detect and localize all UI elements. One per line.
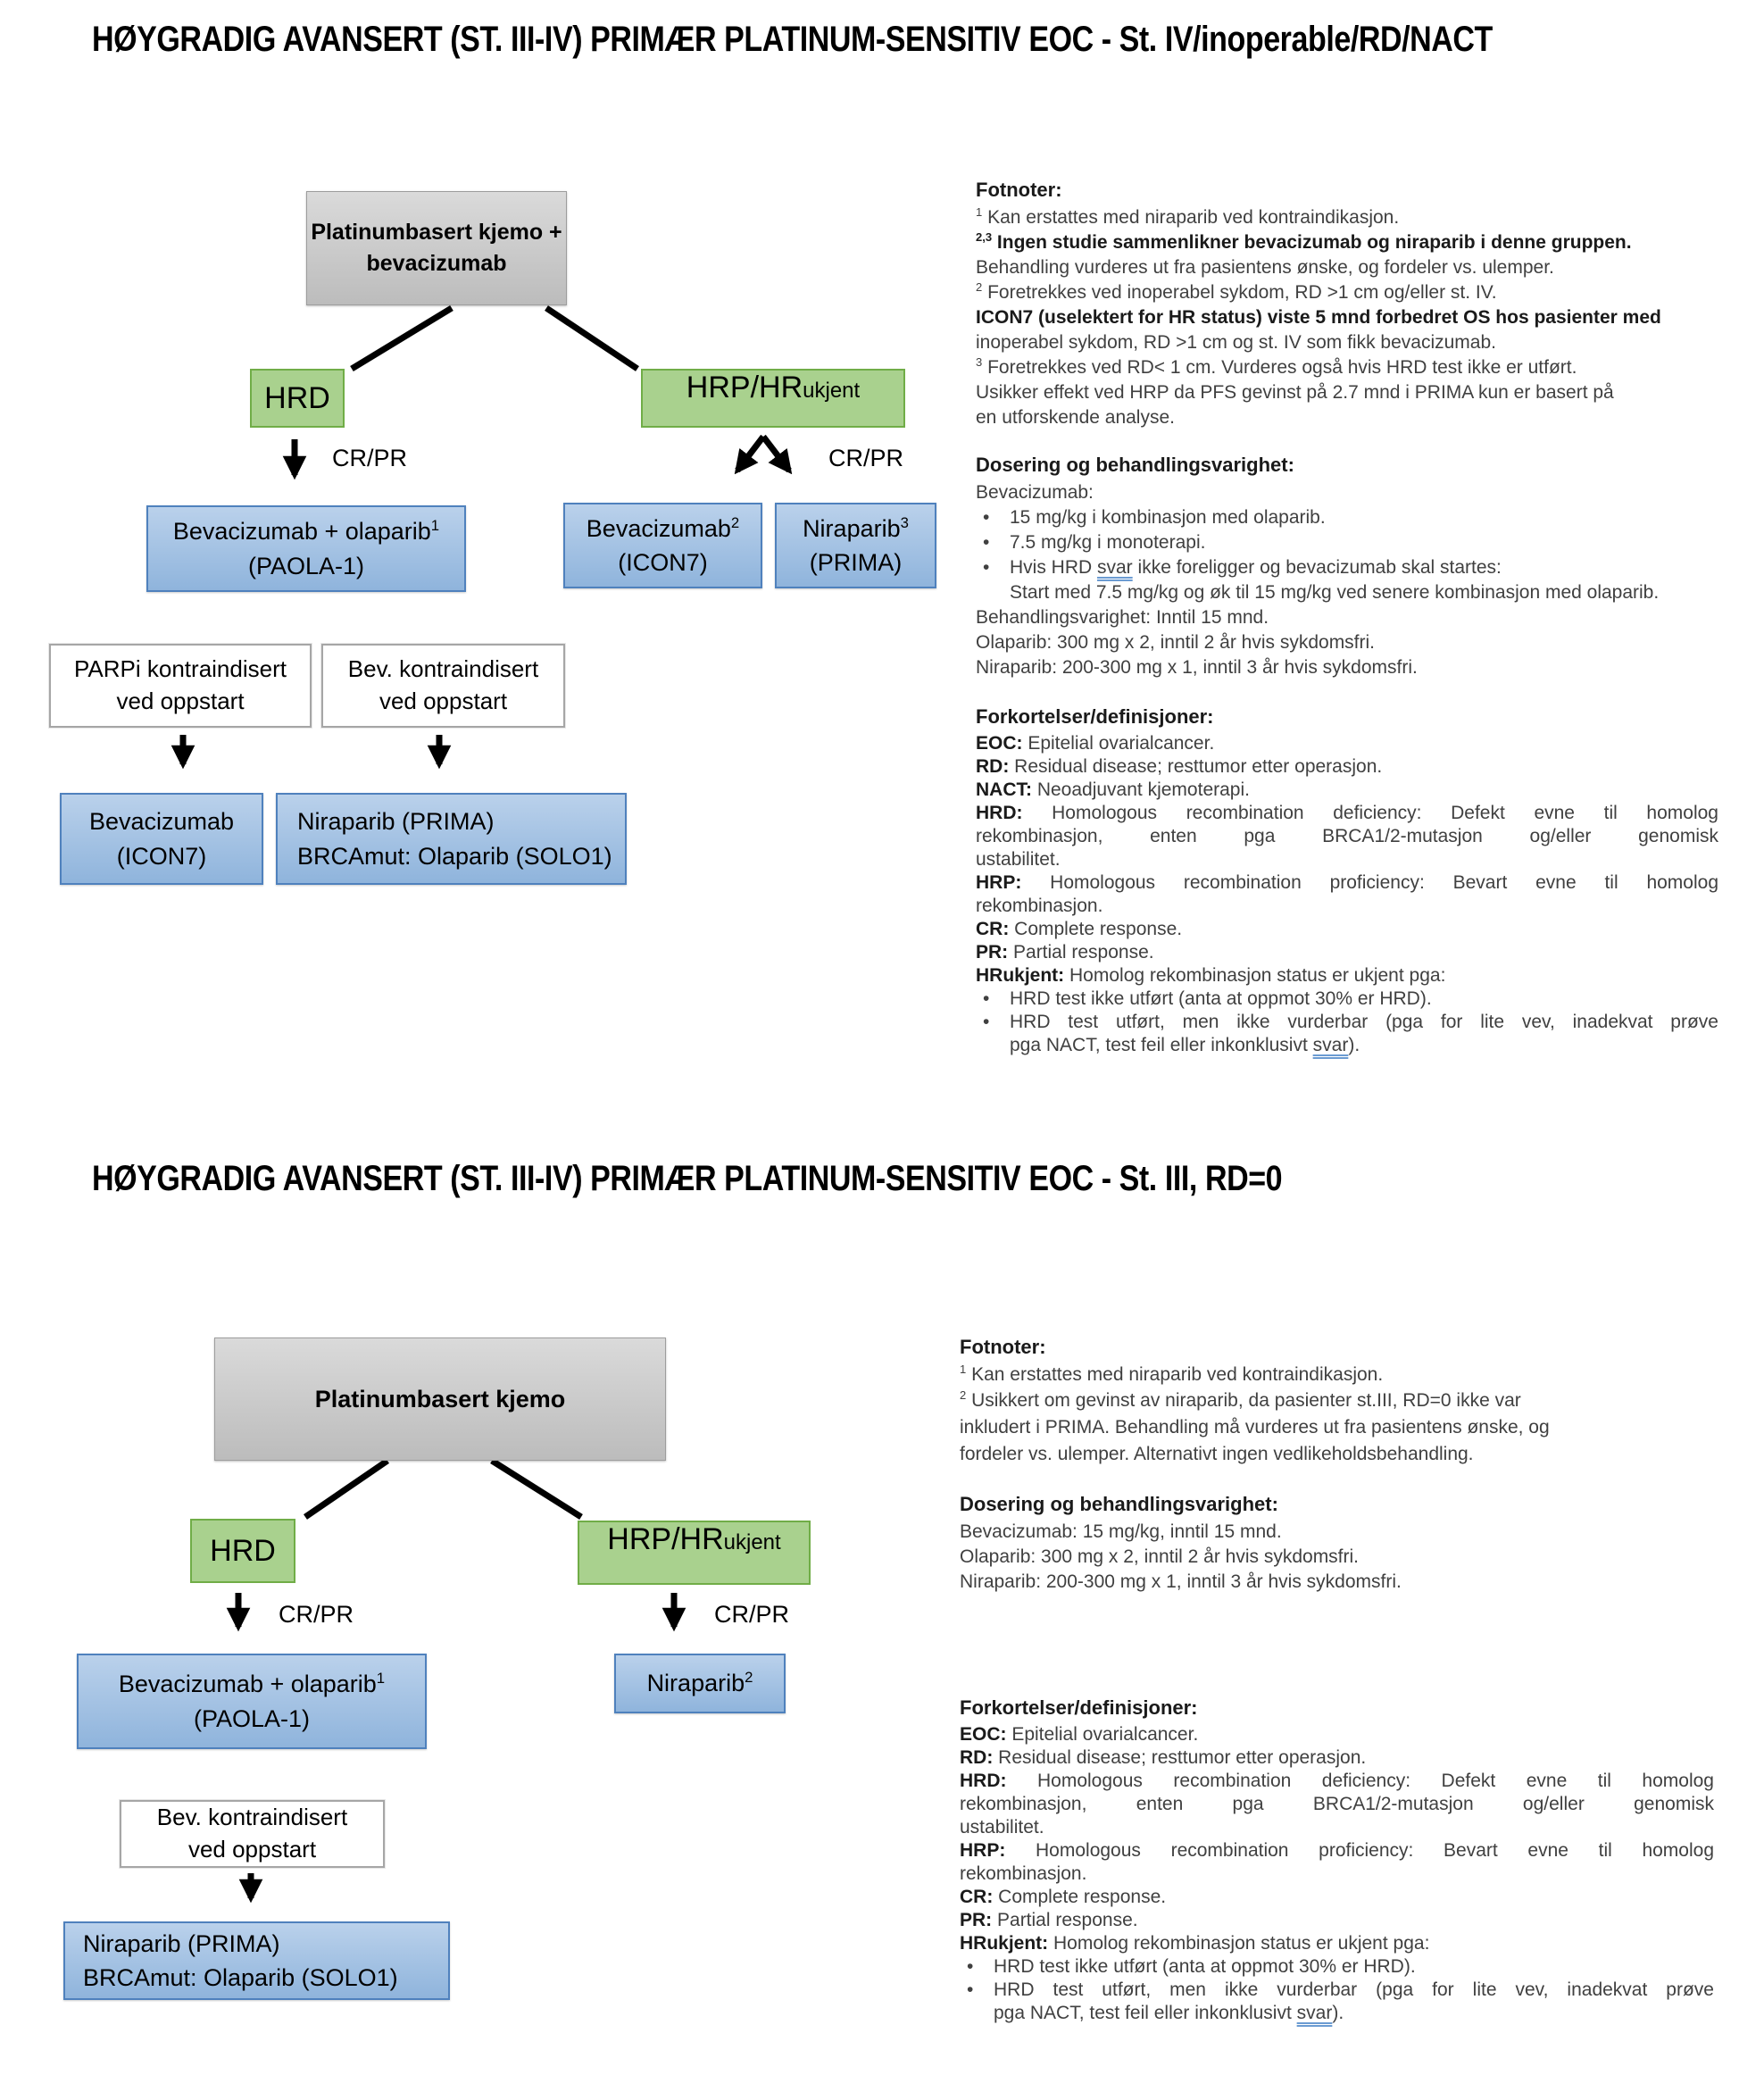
s2-notes-column (960, 1334, 1714, 2025)
s2-paola-drug: Bevacizumab + olaparib (118, 1671, 377, 1698)
s1-parpi-contraindicated-box (49, 644, 312, 728)
definition-line: EOC: Epitelial ovarialcancer. (960, 1724, 1199, 1745)
definition-line: ustabilitet. (976, 849, 1061, 870)
definition-line: rekombinasjon, enten pga BRCA1/2-mutasjon og/eller genomisk (960, 1794, 1714, 1814)
s1-chemo-line2: bevacizumab (366, 251, 507, 276)
definition-line: HRukjent: Homolog rekombinasjon status er ukjent pga: (960, 1933, 1430, 1954)
footnote-line: Behandling vurderes ut fra pasientens ønske, og fordeler vs. ulemper. (976, 257, 1554, 278)
footnote-line: ICON7 (uselektert for HR status) viste 5 mnd forbedret OS hos pasienter med (976, 307, 1661, 328)
dosering-bullet: • 7.5 mg/kg i monoterapi. (976, 530, 1718, 555)
s2-forkortelser-heading: Forkortelser/definisjoner: (960, 1696, 1198, 1719)
s1-fotnoter-heading: Fotnoter: (976, 179, 1062, 201)
s2-dosering-heading: Dosering og behandlingsvarighet: (960, 1493, 1278, 1515)
s1-bev-contraindicated-box (321, 644, 565, 728)
definition-line: CR: Complete response. (960, 1887, 1167, 1907)
definition-line: HRD: Homologous recombination deficiency: Defekt evne til homolog (960, 1771, 1714, 1791)
footnote-line: inoperabel sykdom, RD >1 cm og st. IV som fikk bevacizumab. (976, 332, 1496, 353)
s1-paola-footnote-ref: 1 (430, 517, 440, 535)
s2-paola-trial: (PAOLA-1) (193, 1704, 311, 1732)
definition-line: RD: Residual disease; resttumor etter operasjon. (976, 756, 1383, 777)
s2-chemo-line1: Platinumbasert kjemo (314, 1385, 566, 1412)
definition-line: ustabilitet. (960, 1817, 1044, 1838)
s2-crpr-left-label: CR/PR (279, 1601, 354, 1628)
s1-prima-line1 (803, 512, 909, 546)
definition-bullet-continuation: pga NACT, test feil eller inkonklusivt svar). (994, 2003, 1344, 2023)
footnote-line: $^1$ Kan erstattes med niraparib ved kontraindikasjon. (976, 205, 1400, 228)
s2-fotnoter-heading: Fotnoter: (960, 1336, 1046, 1358)
footnote-line: inkludert i PRIMA. Behandling må vurderes ut fra pasientens ønske, og (960, 1417, 1550, 1438)
s1-bev-icon7-trial: (ICON7) (116, 842, 207, 870)
dosering-bullet: • 15 mg/kg i kombinasjon med olaparib. (976, 505, 1718, 530)
footnote-line: $^{2,3}$ Ingen studie sammenlikner bevacizumab og niraparib i denne gruppen. (976, 230, 1632, 253)
s1-prima-drug: Niraparib (803, 514, 901, 542)
definition-bullet-continuation: pga NACT, test feil eller inkonklusivt svar). (1010, 1035, 1360, 1055)
definition-line: HRP: Homologous recombination proficiency: Bevart evne til homolog (960, 1840, 1714, 1861)
dosering-line: Bevacizumab: 15 mg/kg, inntil 15 mnd. (960, 1521, 1282, 1542)
s1-icon7-drug: Bevacizumab (586, 514, 731, 542)
dosering-line: Olaparib: 300 mg x 2, inntil 2 år hvis sykdomsfri. (960, 1546, 1360, 1567)
s1-dosering-heading: Dosering og behandlingsvarighet: (976, 454, 1294, 476)
s1-bevacizumab-icon7-box (60, 793, 263, 885)
s1-nira-solo-line2: BRCAmut: Olaparib (SOLO1) (297, 842, 612, 870)
dosering-line: Niraparib: 200-300 mg x 1, inntil 3 år hvis sykdomsfri. (960, 1571, 1402, 1592)
s1-bevko-line2: ved oppstart (379, 688, 508, 714)
s1-parpi-line1: PARPi kontraindisert (74, 655, 287, 683)
definition-line: PR: Partial response. (960, 1910, 1138, 1930)
definition-line: CR: Complete response. (976, 919, 1183, 939)
s1-prima-trial: (PRIMA) (809, 549, 903, 576)
s2-paola-line1 (119, 1667, 385, 1701)
s1-prima-footnote-ref: 3 (900, 513, 909, 531)
s2-crpr-right-label: CR/PR (714, 1601, 790, 1628)
s1-icon7-footnote-ref: 2 (730, 513, 740, 531)
definition-line: PR: Partial response. (976, 942, 1154, 962)
s2-hrp-box (578, 1521, 811, 1585)
s1-hrp-box (641, 369, 905, 428)
s1-notes-column (976, 177, 1718, 1057)
s1-chemo-bevacizumab-box (306, 191, 567, 305)
footnote-line: $^1$ Kan erstattes med niraparib ved kontraindikasjon. (960, 1362, 1384, 1385)
footnote-line: fordeler vs. ulemper. Alternativt ingen vedlikeholdsbehandling. (960, 1444, 1474, 1464)
section1-title: HØYGRADIG AVANSERT (ST. III-IV) PRIMÆR PLATINUM-SENSITIV EOC - St. IV/inoperable/RD/NACT (92, 20, 1493, 59)
s2-niraparib-footnote-ref: 2 (745, 1669, 753, 1687)
definition-line: rekombinasjon. (960, 1863, 1087, 1884)
s2-paola-box (77, 1654, 427, 1749)
s2-niraparib-line1 (647, 1666, 753, 1700)
s1-crpr-left-label: CR/PR (332, 445, 408, 471)
definition-line: NACT: Neoadjuvant kjemoterapi. (976, 779, 1250, 800)
s1-bevko-line1: Bev. kontraindisert (347, 655, 539, 683)
s1-hrd-box (250, 369, 345, 428)
footnote-line: $^3$ Foretrekkes ved RD< 1 cm. Vurderes også hvis HRD test ikke er utført. (976, 355, 1577, 378)
s2-bevko-line2: ved oppstart (187, 1836, 317, 1862)
spellcheck-marked-word: svar (1296, 2003, 1333, 2023)
s1-nira-solo-line1: Niraparib (PRIMA) (297, 808, 495, 836)
s1-niraparib-solo1-box (276, 793, 627, 885)
s2-paola-footnote-ref: 1 (376, 1670, 386, 1688)
definition-line: HRP: Homologous recombination proficiency: Bevart evne til homolog (976, 872, 1718, 893)
dosering-line: Behandlingsvarighet: Inntil 15 mnd. (976, 607, 1269, 628)
section2-title: HØYGRADIG AVANSERT (ST. III-IV) PRIMÆR PLATINUM-SENSITIV EOC - St. III, RD=0 (92, 1159, 1283, 1198)
dosering-line: Olaparib: 300 mg x 2, inntil 2 år hvis sykdomsfri. (976, 632, 1376, 653)
s1-chemo-line1: Platinumbasert kjemo + (311, 220, 562, 245)
definition-line: HRD: Homologous recombination deficiency: Defekt evne til homolog (976, 803, 1718, 823)
dosering-line: Bevacizumab: (976, 482, 1094, 503)
dosering-continuation: Start med 7.5 mg/kg og øk til 15 mg/kg ved senere kombinasjon med olaparib. (1010, 582, 1660, 603)
s1-icon7-box (563, 503, 762, 588)
s2-niraparib-box (614, 1654, 786, 1713)
spellcheck-marked-word: svar (1312, 1035, 1349, 1055)
s1-parpi-line2: ved oppstart (116, 688, 245, 714)
s1-crpr-right-label: CR/PR (828, 445, 904, 471)
definition-bullet: • HRD test utført, men ikke vurderbar (pga for lite vev, inadekvat prøve (960, 1979, 1714, 2002)
s1-paola-drug: Bevacizumab + olaparib (172, 518, 431, 546)
definition-line: EOC: Epitelial ovarialcancer. (976, 733, 1215, 754)
s2-hrd-box (190, 1519, 295, 1583)
s2-nira-solo-line1: Niraparib (PRIMA) (83, 1929, 280, 1957)
s1-paola-line1 (173, 514, 439, 548)
s2-bev-contraindicated-box (120, 1800, 385, 1868)
footnote-line: Usikker effekt ved HRP da PFS gevinst på 2.7 mnd i PRIMA kun er basert på (976, 382, 1614, 403)
s1-paola-box (146, 505, 466, 592)
s1-icon7-line1 (587, 512, 739, 546)
footnote-line: en utforskende analyse. (976, 407, 1175, 428)
s2-hrp-label-sub: ukjent (723, 1530, 781, 1554)
s2-bevko-line1: Bev. kontraindisert (156, 1804, 348, 1831)
s1-hrp-label-sub: ukjent (803, 379, 861, 403)
s1-hrd-label: HRD (264, 380, 330, 415)
definition-line: HRukjent: Homolog rekombinasjon status er ukjent pga: (976, 965, 1446, 986)
footnote-line: $^2$ Foretrekkes ved inoperabel sykdom, RD >1 cm og/eller st. IV. (976, 280, 1497, 303)
definition-bullet: • HRD test ikke utført (anta at oppmot 30% er HRD). (960, 1955, 1714, 1979)
s2-chemo-box (214, 1338, 666, 1461)
s1-hrp-label-main: HRP/HR (686, 371, 803, 404)
s1-forkortelser-heading: Forkortelser/definisjoner: (976, 705, 1214, 728)
dosering-bullet: • Hvis HRD svar ikke foreligger og bevacizumab skal startes: (976, 555, 1718, 580)
s1-prima-box (775, 503, 936, 588)
definition-line: RD: Residual disease; resttumor etter operasjon. (960, 1747, 1367, 1768)
definition-line: rekombinasjon, enten pga BRCA1/2-mutasjon og/eller genomisk (976, 826, 1718, 846)
definition-bullet: • HRD test utført, men ikke vurderbar (pga for lite vev, inadekvat prøve (976, 1011, 1718, 1034)
s2-niraparib-drug: Niraparib (646, 1670, 745, 1697)
definition-bullet: • HRD test ikke utført (anta at oppmot 30% er HRD). (976, 988, 1718, 1011)
dosering-line: Niraparib: 200-300 mg x 1, inntil 3 år hvis sykdomsfri. (976, 657, 1418, 678)
s2-niraparib-solo1-box (63, 1921, 450, 2000)
s1-icon7-trial: (ICON7) (618, 549, 708, 576)
definition-line: rekombinasjon. (976, 896, 1103, 916)
s2-hrd-label: HRD (210, 1533, 276, 1568)
spellcheck-marked-word: svar (1097, 557, 1133, 578)
s1-paola-trial: (PAOLA-1) (247, 552, 365, 579)
s1-bev-icon7-drug: Bevacizumab (88, 808, 235, 836)
s2-hrp-label-main: HRP/HR (607, 1522, 724, 1556)
s2-nira-solo-line2: BRCAmut: Olaparib (SOLO1) (83, 1964, 398, 1991)
footnote-line: $^2$ Usikkert om gevinst av niraparib, da pasienter st.III, RD=0 ikke var (960, 1388, 1521, 1411)
